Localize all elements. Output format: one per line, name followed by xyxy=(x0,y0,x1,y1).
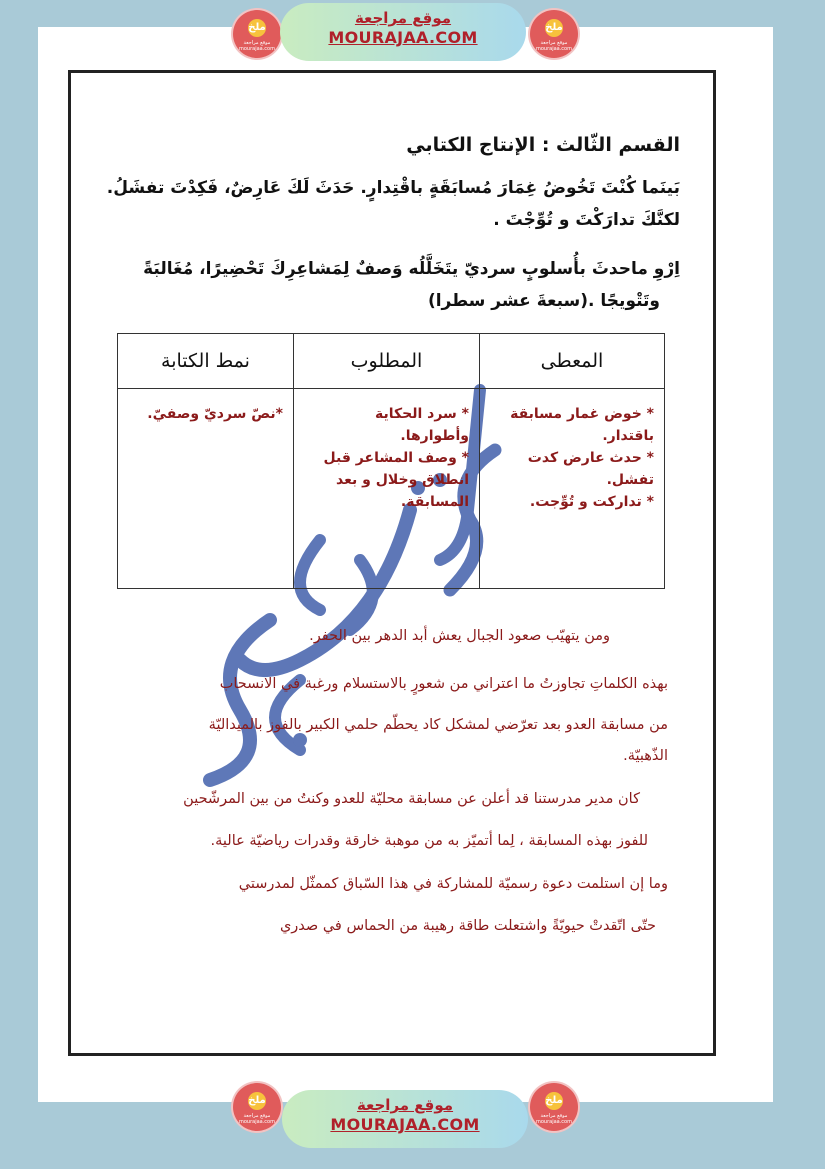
essay-line: من مسابقة العدو بعد تعرّضي لمشكل كاد يحطّم حلمي الكبير بالفوز بالميداليّة xyxy=(208,717,668,733)
site-name-latin: MOURAJAA.COM xyxy=(330,1115,480,1134)
essay-line: بهذه الكلماتِ تجاوزتُ ما اعتراني من شعورٍ بالاستسلام ورغبة في الانسحاب xyxy=(219,676,668,692)
style-cell xyxy=(118,389,294,589)
header-style: نمط الكتابة xyxy=(118,334,294,389)
essay-line: حتّى اتّقدتْ حيويّةً واشتعلت طاقة رهيبة من الحماس في صدري xyxy=(279,918,656,934)
given-item: * خوض غمار مسابقة باقتدار. xyxy=(510,406,654,444)
prompt-line-2: لكنَّكَ تدارَكْتَ و تُوِّجْتَ . xyxy=(493,210,680,230)
task-line-2: وتَتْويجًا .(سبعةَ عشر سطرا) xyxy=(427,291,660,311)
essay-line: وما إن استلمت دعوة رسميّة للمشاركة في هذا السّباق كممثّل لمدرستي xyxy=(238,876,668,892)
given-item: * حدث عارض كدت تفشل. xyxy=(527,450,654,488)
site-name-latin: MOURAJAA.COM xyxy=(328,28,478,47)
given-cell xyxy=(480,389,665,589)
header-required: المطلوب xyxy=(294,334,480,389)
essay-line: للفوز بهذه المسابقة ، لِما أتميّز به من موهبة خارقة وقدرات رياضيّة عالية. xyxy=(210,833,648,849)
task-line-1: اِرْوِ ماحدثَ بأُسلوبٍ سرديّ يتَخَلَّلُه وَصفٌ لِمَشاعِرِكَ تَحْضِيرًا، مُغَالبَةً xyxy=(143,259,680,279)
essay-line: ومن يتهيّب صعود الجبال يعش أبد الدهر بين الحفر. xyxy=(309,628,610,644)
style-item: *نصّ سرديّ وصفيّ. xyxy=(147,406,283,422)
site-name-arabic: موقع مراجعة xyxy=(354,9,452,27)
site-logo-badge: ملخ موقع مراجعة mourajaa.com xyxy=(530,10,578,58)
header-given: المعطى xyxy=(480,334,665,389)
prompt-line-1: بَينَما كُنْتَ تَخُوضُ غِمَارَ مُسابَقَةٍ باقْتِدارٍ. حَدَثَ لَكَ عَارِضٌ، فَكِدْتَ تفشَلُ. xyxy=(106,178,680,198)
site-logo-badge: ملخ موقع مراجعة mourajaa.com xyxy=(233,1083,281,1131)
site-logo-badge: ملخ موقع مراجعة mourajaa.com xyxy=(233,10,281,58)
site-banner[interactable] xyxy=(282,1090,528,1148)
required-cell xyxy=(294,389,480,589)
essay-line: الذّهبيّة. xyxy=(623,748,668,764)
analysis-table xyxy=(117,333,665,589)
site-name-arabic: موقع مراجعة xyxy=(356,1096,454,1114)
required-item: * وصف المشاعر قبل انطلاق وخلال و بعد المسابقة. xyxy=(323,450,469,510)
section-title: القسم الثّالث : الإنتاج الكتابي xyxy=(406,134,680,156)
given-item: * تداركت و تُوِّجت. xyxy=(529,494,654,510)
site-banner[interactable] xyxy=(280,3,526,61)
required-item: * سرد الحكاية وأطوارها. xyxy=(374,406,469,444)
site-logo-badge: ملخ موقع مراجعة mourajaa.com xyxy=(530,1083,578,1131)
essay-line: كان مدير مدرستنا قد أعلن عن مسابقة محليّة للعدو وكنتُ من بين المرشّحين xyxy=(183,791,640,807)
